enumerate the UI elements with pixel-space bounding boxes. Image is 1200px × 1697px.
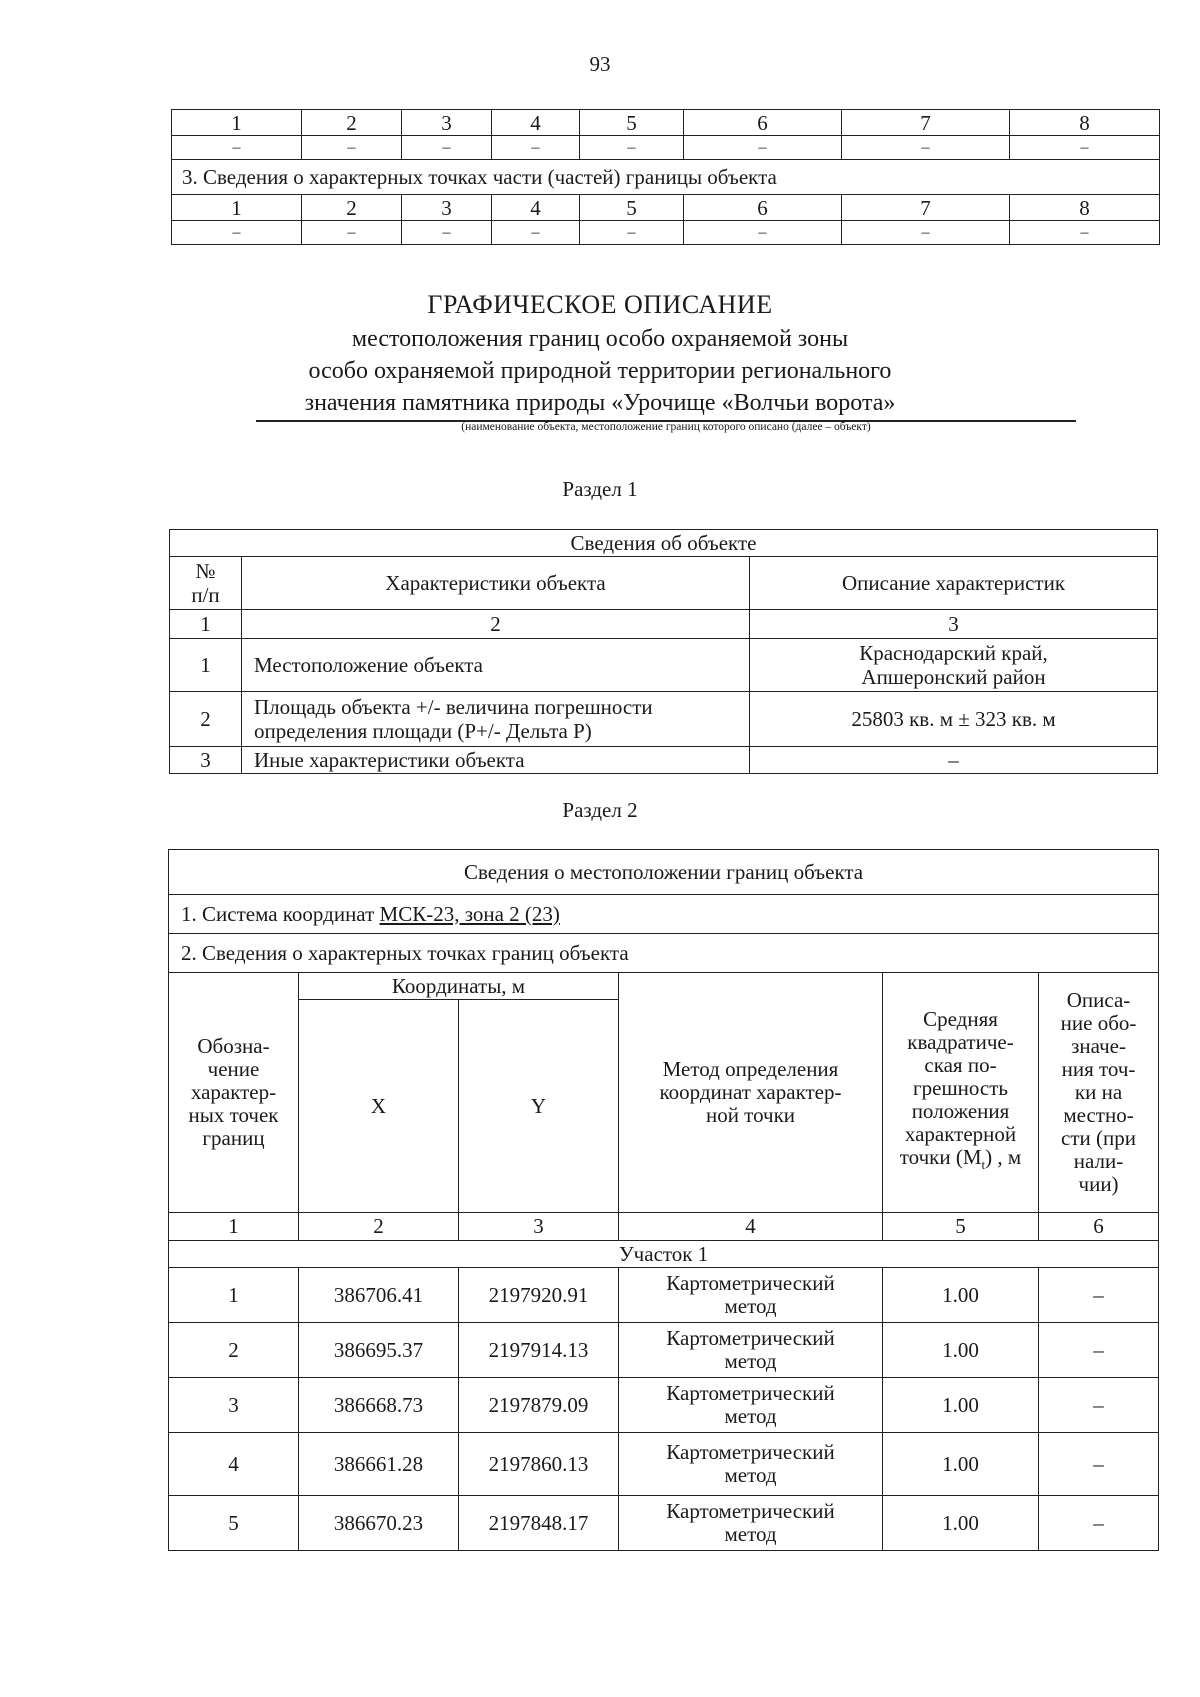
method-line: Картометрический — [666, 1326, 835, 1350]
boundary-parts-table — [171, 109, 1160, 245]
description-line: Апшеронский район — [861, 665, 1046, 689]
dash-cell: – — [580, 221, 684, 245]
method-line: метод — [724, 1463, 777, 1487]
header-cell: 2 — [302, 110, 402, 136]
dash-cell: – — [492, 221, 580, 245]
header-line: ной точки — [705, 1103, 796, 1127]
col-designation-header — [169, 973, 299, 1213]
point-description: – — [1039, 1433, 1159, 1496]
row-number: 2 — [170, 692, 242, 747]
header-cell: 7 — [842, 110, 1010, 136]
point-method — [619, 1496, 883, 1551]
header-cell: 8 — [1010, 110, 1160, 136]
point-x: 386706.41 — [299, 1268, 459, 1323]
col-x-header: X — [299, 1000, 459, 1213]
header-cell: 8 — [1010, 195, 1160, 221]
header-line: местно- — [1063, 1103, 1134, 1127]
header-line: Метод определения — [662, 1057, 839, 1081]
points-title: 2. Сведения о характерных точках границ объекта — [169, 934, 1159, 973]
coordinate-system-value: МСК-23, зона 2 (23) — [379, 901, 560, 926]
index-cell: 1 — [169, 1213, 299, 1241]
dash-row — [172, 221, 1160, 245]
dash-cell: – — [402, 136, 492, 160]
point-description: – — [1039, 1268, 1159, 1323]
point-error: 1.00 — [883, 1433, 1039, 1496]
row-description: 25803 кв. м ± 323 кв. м — [750, 692, 1158, 747]
points-title-row — [169, 934, 1159, 973]
header-cell: 3 — [402, 195, 492, 221]
header-row — [169, 973, 1159, 1000]
dash-cell: – — [1010, 136, 1160, 160]
point-x: 386668.73 — [299, 1378, 459, 1433]
point-method — [619, 1323, 883, 1378]
header-line: ние обо- — [1060, 1011, 1137, 1035]
header-line: координат характер- — [659, 1080, 842, 1104]
index-cell: 2 — [299, 1213, 459, 1241]
page-number: 93 — [589, 52, 611, 76]
point-x: 386661.28 — [299, 1433, 459, 1496]
row-characteristic: Иные характеристики объекта — [242, 747, 750, 774]
header-line: грешность — [913, 1076, 1008, 1101]
header-line: сти (при — [1061, 1126, 1137, 1150]
parcel-row — [169, 1241, 1159, 1268]
header-line: п/п — [191, 583, 220, 607]
table-row — [169, 1378, 1159, 1433]
dash-cell: – — [842, 221, 1010, 245]
point-y: 2197914.13 — [459, 1323, 619, 1378]
header-row — [172, 110, 1160, 136]
index-cell: 3 — [750, 610, 1158, 639]
dash-cell: – — [492, 136, 580, 160]
dash-cell: – — [684, 136, 842, 160]
col-error-header — [883, 973, 1039, 1213]
coordinate-system-row — [169, 895, 1159, 934]
row-characteristic — [242, 692, 750, 747]
table-title-row — [170, 530, 1158, 557]
point-id: 2 — [169, 1323, 299, 1378]
dash-cell: – — [172, 136, 302, 160]
point-method — [619, 1268, 883, 1323]
header-line: значе- — [1071, 1034, 1126, 1058]
index-cell: 3 — [459, 1213, 619, 1241]
table-row — [170, 639, 1158, 692]
header-text: ) , м — [985, 1145, 1022, 1170]
table-row — [169, 1323, 1159, 1378]
point-id: 3 — [169, 1378, 299, 1433]
header-line: квадратиче- — [907, 1030, 1014, 1055]
point-x: 386695.37 — [299, 1323, 459, 1378]
header-line: Описа- — [1066, 988, 1131, 1012]
parcel-label: Участок 1 — [169, 1241, 1159, 1268]
point-method — [619, 1433, 883, 1496]
index-row — [169, 1213, 1159, 1241]
subtitle-line-2: особо охраняемой природной территории регионального — [308, 358, 892, 384]
table-row — [169, 1268, 1159, 1323]
point-id: 5 — [169, 1496, 299, 1551]
subtitle-line-3: значения памятника природы «Урочище «Волчьи ворота» — [304, 390, 896, 416]
header-line: чии) — [1078, 1172, 1119, 1196]
header-line: Средняя — [923, 1007, 998, 1032]
method-line: метод — [724, 1404, 777, 1428]
index-cell: 6 — [1039, 1213, 1159, 1241]
description-line: Краснодарский край, — [859, 641, 1048, 665]
dash-cell: – — [302, 136, 402, 160]
header-line: характерной — [904, 1122, 1017, 1147]
characteristic-line: Площадь объекта +/- величина погрешности — [254, 695, 653, 719]
header-row — [170, 557, 1158, 610]
header-line: ных точек — [188, 1103, 279, 1127]
header-line: Обозна- — [197, 1034, 270, 1058]
point-error: 1.00 — [883, 1323, 1039, 1378]
header-cell: 1 — [172, 195, 302, 221]
col-description-header — [1039, 973, 1159, 1213]
point-description: – — [1039, 1378, 1159, 1433]
table-row — [169, 1433, 1159, 1496]
row-description — [750, 639, 1158, 692]
section-3-title: 3. Сведения о характерных точках части (частей) границы объекта — [172, 160, 1160, 195]
index-cell: 2 — [242, 610, 750, 639]
header-line: ская по- — [924, 1053, 997, 1078]
point-error: 1.00 — [883, 1378, 1039, 1433]
header-text: точки (M — [899, 1145, 982, 1170]
boundary-points-table — [168, 849, 1159, 1551]
point-x: 386670.23 — [299, 1496, 459, 1551]
object-info-table — [169, 529, 1158, 774]
header-line: положения — [911, 1099, 1010, 1124]
method-line: метод — [724, 1522, 777, 1546]
table-row — [169, 1496, 1159, 1551]
point-y: 2197860.13 — [459, 1433, 619, 1496]
index-row — [170, 610, 1158, 639]
table-row — [170, 692, 1158, 747]
characteristic-line: определения площади (P+/- Дельта P) — [254, 719, 592, 743]
header-line: чение — [207, 1057, 260, 1081]
method-line: Картометрический — [666, 1440, 835, 1464]
col-coordinates-header: Координаты, м — [299, 973, 619, 1000]
header-cell: 4 — [492, 195, 580, 221]
point-id: 1 — [169, 1268, 299, 1323]
subtitle-line-1: местоположения границ особо охраняемой зоны — [351, 326, 849, 352]
header-cell: 3 — [402, 110, 492, 136]
table-title: Сведения об объекте — [170, 530, 1158, 557]
point-description: – — [1039, 1496, 1159, 1551]
dash-cell: – — [842, 136, 1010, 160]
index-cell: 1 — [170, 610, 242, 639]
method-line: Картометрический — [666, 1499, 835, 1523]
point-method — [619, 1378, 883, 1433]
dash-row — [172, 136, 1160, 160]
point-y: 2197879.09 — [459, 1378, 619, 1433]
header-cell: 2 — [302, 195, 402, 221]
point-id: 4 — [169, 1433, 299, 1496]
point-error: 1.00 — [883, 1268, 1039, 1323]
header-cell: 4 — [492, 110, 580, 136]
col-number-header — [170, 557, 242, 610]
table-title-row — [169, 850, 1159, 895]
header-cell: 1 — [172, 110, 302, 136]
row-description: – — [750, 747, 1158, 774]
index-cell: 4 — [619, 1213, 883, 1241]
section-title-row — [172, 160, 1160, 195]
point-error: 1.00 — [883, 1496, 1039, 1551]
dash-cell: – — [684, 221, 842, 245]
header-cell: 5 — [580, 195, 684, 221]
row-characteristic: Местоположение объекта — [242, 639, 750, 692]
header-cell: 5 — [580, 110, 684, 136]
dash-cell: – — [1010, 221, 1160, 245]
header-line: ния точ- — [1061, 1057, 1136, 1081]
col-characteristic-header: Характеристики объекта — [242, 557, 750, 610]
header-cell: 6 — [684, 110, 842, 136]
header-subscript: t — [981, 1157, 986, 1173]
header-line: № — [195, 559, 216, 583]
dash-cell: – — [402, 221, 492, 245]
index-cell: 5 — [883, 1213, 1039, 1241]
col-method-header — [619, 973, 883, 1213]
section-2-label: Раздел 2 — [562, 798, 638, 822]
point-description: – — [1039, 1323, 1159, 1378]
col-y-header: Y — [459, 1000, 619, 1213]
dash-cell: – — [580, 136, 684, 160]
header-line: ки на — [1074, 1080, 1123, 1104]
table-title: Сведения о местоположении границ объекта — [169, 850, 1159, 895]
method-line: Картометрический — [666, 1381, 835, 1405]
section-1-label: Раздел 1 — [562, 477, 638, 501]
title-note: (наименование объекта, местоположение границ которого описано (далее – объект) — [461, 421, 871, 433]
header-line: нали- — [1073, 1149, 1124, 1173]
header-cell: 6 — [684, 195, 842, 221]
row-number: 1 — [170, 639, 242, 692]
point-y: 2197920.91 — [459, 1268, 619, 1323]
method-line: метод — [724, 1349, 777, 1373]
col-description-header: Описание характеристик — [750, 557, 1158, 610]
table-row — [170, 747, 1158, 774]
coordinate-system-prefix: 1. Система координат — [181, 901, 380, 926]
method-line: метод — [724, 1294, 777, 1318]
header-line — [883, 1146, 1038, 1176]
dash-cell: – — [172, 221, 302, 245]
point-y: 2197848.17 — [459, 1496, 619, 1551]
header-line: границ — [202, 1126, 265, 1150]
header-line: характер- — [190, 1080, 277, 1104]
document-title: ГРАФИЧЕСКОЕ ОПИСАНИЕ — [427, 290, 773, 319]
method-line: Картометрический — [666, 1271, 835, 1295]
coordinate-system — [169, 895, 1159, 934]
dash-cell: – — [302, 221, 402, 245]
row-number: 3 — [170, 747, 242, 774]
header-cell: 7 — [842, 195, 1010, 221]
header-row — [172, 195, 1160, 221]
